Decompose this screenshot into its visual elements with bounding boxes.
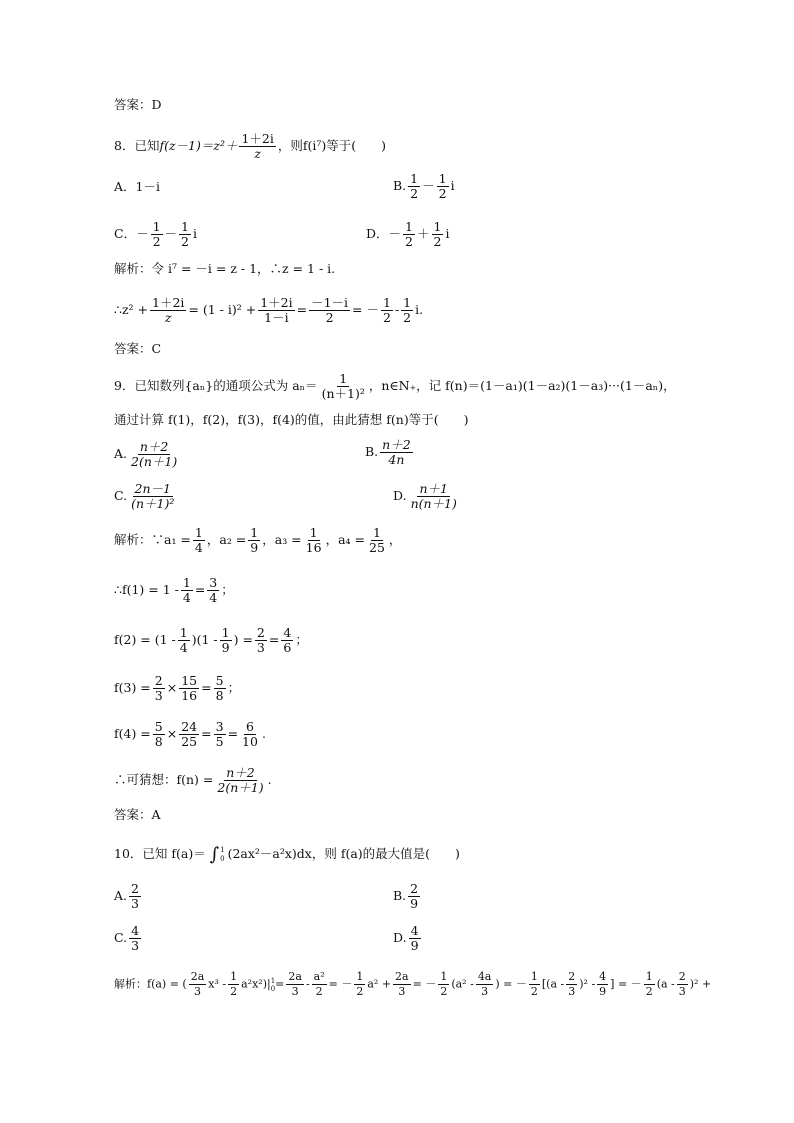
q8-option-b: B. $\frac{1}{2}$ － $\frac{1}{2}$ i xyxy=(393,171,455,201)
q9-option-b: B. $\frac{n+2}{4n}$ xyxy=(365,437,411,467)
q8-option-a: A．1－i xyxy=(114,179,160,194)
q8-option-c: C．－ $\frac{1}{2}$ － $\frac{1}{2}$ i xyxy=(114,219,197,249)
q8-prefix: 8．已知 xyxy=(114,138,160,153)
q9-solution-guess: ∴可猜想：f(n) = $\frac{n+2}{2(n+1)}$ . xyxy=(114,765,272,795)
q9-solution-f1: ∴f(1) = 1 - $\frac{1}{4}$ = $\frac{3}{4}$ ； xyxy=(114,575,234,605)
integral-upper-limit: 1 xyxy=(220,845,225,854)
q9-option-c: C. $\frac{2n-1}{\text{(n＋1)²}}$ xyxy=(114,481,175,511)
q8-func: f(z－1)＝z²＋ xyxy=(159,138,238,153)
q9-solution-line1: 解析：∵a₁ = $\frac{1}{4}$ ，a₂ = $\frac{1}{9}$ ，a₃ = $\frac{1}{16}$ ，a₄ = $\frac{1}{25}$ ， xyxy=(114,525,402,555)
q8-fraction: $\frac{1+2i}{z}$ xyxy=(241,131,274,161)
answer-7: 答案：D xyxy=(114,97,162,112)
q9-solution-f2: f(2) = (1 - $\frac{1}{4}$ )(1 - $\frac{1}{9}$ ) = $\frac{2}{3}$ = $\frac{4}{6}$ ； xyxy=(114,625,308,655)
q10-option-c: C. $\frac{4}{3}$ xyxy=(114,923,140,953)
question-8-stem xyxy=(114,132,386,161)
question-9-stem-line2: 通过计算 f(1)，f(2)，f(3)，f(4)的值，由此猜想 f(n)等于( ) xyxy=(114,412,469,427)
q10-solution: 解析：f(a) = ( $\frac{2a}{3}$ x³ - $\frac{1}{2}$ a²x²)| 1 0 = $\frac{2a}{3}$ - $\frac{\text{a²}}{2}$ = － $\frac{1}{2}$ a² + $\frac{2a}{3}$ = － $\frac{1}{2}$ (a² - $\frac{4a}{3}$ ) = － $\frac{1}{2}$ [(a - $\frac{2}{3}$ )² - $\frac{4}{9}$ ] = － $\frac{1}{2}$ (a - $\frac{2}{3}$ )² + xyxy=(114,970,712,998)
q8-option-d: D．－ $\frac{1}{2}$ ＋ $\frac{1}{2}$ i xyxy=(366,219,450,249)
q10-option-d: D. $\frac{4}{9}$ xyxy=(393,923,419,953)
question-10-stem: 10．已知 f(a)＝ ∫ 1 0 (2ax²－a²x)dx，则 f(a)的最大值是( ) xyxy=(114,844,460,865)
integral-lower-limit: 0 xyxy=(220,854,225,863)
q8-suffix: ，则f(i⁷)等于( ) xyxy=(277,138,387,153)
q8-solution-line2: ∴z² + $\frac{1+2i}{z}$ = (1 - i)² + $\frac{1+2i}{1-i}$ = $\frac{-1-i}{2}$ = － $\frac{1}{2}$ - $\frac{1}{2}$ i. xyxy=(114,295,424,325)
integral-sign: ∫ xyxy=(209,844,220,865)
answer-9: 答案：A xyxy=(114,807,161,822)
question-9-stem: 9．已知数列{aₙ}的通项公式为 aₙ＝ $\frac{1}{\text{(n＋1)²}}$ ，n∈N₊，记 f(n)＝(1－a₁)(1－a₂)(1－a₃)···(1－aₙ)， xyxy=(114,371,676,401)
q8-solution-line1: 解析：令 i⁷ = －i = z - 1，∴z = 1 - i. xyxy=(114,261,336,276)
q9-option-d: D. $\frac{n+1}{n(n+1)}$ xyxy=(393,481,457,511)
answer-8: 答案：C xyxy=(114,341,162,356)
q9-option-a: A. $\frac{n+2}{2(n+1)}$ xyxy=(114,439,178,469)
q9-solution-f4: f(4) = $\frac{5}{8}$ × $\frac{24}{25}$ = $\frac{3}{5}$ = $\frac{6}{10}$ . xyxy=(114,719,266,749)
q10-option-a: A. $\frac{2}{3}$ xyxy=(114,881,139,911)
q10-option-b: B. $\frac{2}{9}$ xyxy=(393,881,419,911)
q9-solution-f3: f(3) = $\frac{2}{3}$ × $\frac{15}{16}$ = $\frac{5}{8}$ ； xyxy=(114,673,241,703)
